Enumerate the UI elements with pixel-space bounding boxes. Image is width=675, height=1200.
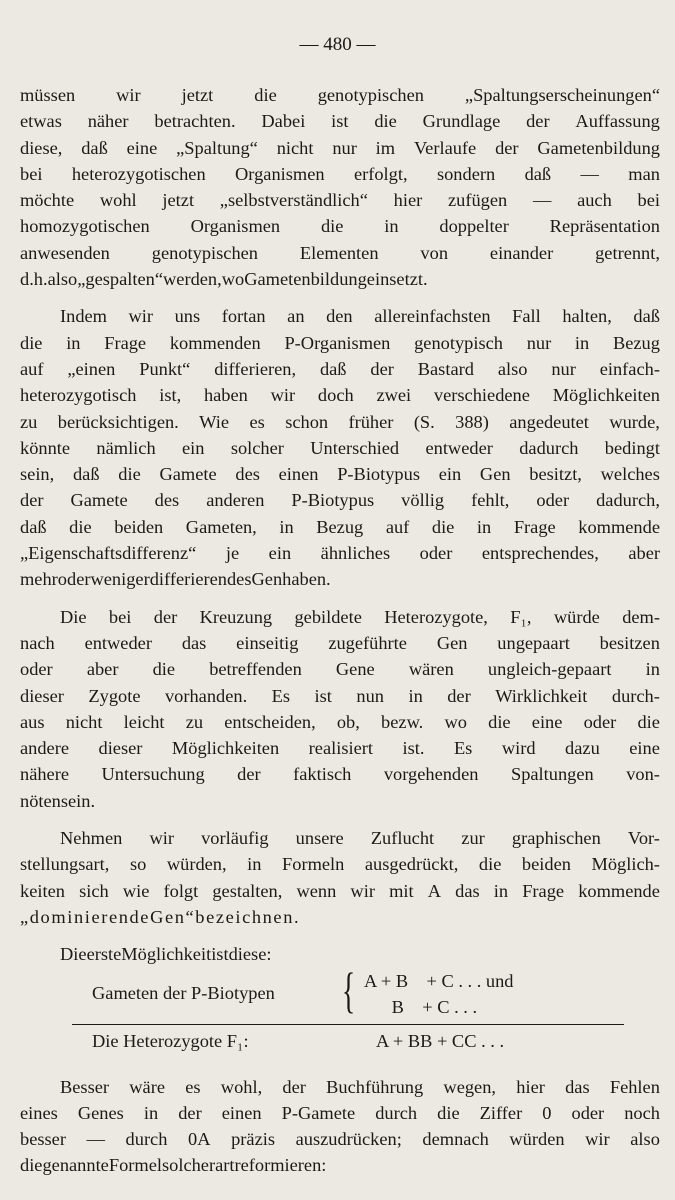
- text-line: mehr oder weniger differierendes Gen haben.: [20, 569, 331, 590]
- text-line: müssen wir jetzt die genotypischen „Spaltungserscheinungen“: [20, 85, 660, 105]
- text-line: stellungsart, so würden, in Formeln ausgedrückt, die beiden Möglich-: [20, 854, 660, 875]
- paragraph-4: [20, 825, 660, 930]
- body-text: [20, 82, 660, 1179]
- text-line: diese, daß eine „Spaltung“ nicht nur im Verlaufe der Gametenbildung: [20, 137, 660, 158]
- heterozygote-formula: A + BB + CC . . .: [376, 1030, 505, 1051]
- formula-row-2: B + C . . .: [364, 996, 478, 1017]
- text-line: nöten sein.: [20, 790, 96, 811]
- paragraph-2: [20, 303, 660, 592]
- text-line: Nehmen wir vorläufig unsere Zuflucht zur graphischen Vor-: [60, 828, 660, 849]
- formula-block: [20, 961, 660, 1074]
- text-line: möchte wohl jetzt „selbstverständlich“ hier zufügen — auch bei: [20, 190, 660, 211]
- text-line: Die bei der Kreuzung gebildete Heterozygote, F₁, würde dem-: [60, 606, 660, 627]
- text-line: eines Genes in der einen P-Gamete durch die Ziffer 0 oder noch: [20, 1102, 660, 1123]
- text-line: die in Frage kommenden P-Organismen genotypisch nur in Bezug: [20, 332, 660, 353]
- text-line: könnte nämlich ein solcher Unterschied entweder dadurch bedingt: [20, 437, 660, 458]
- text-line: daß die beiden Gameten, in Bezug auf die in Frage kommende: [20, 516, 660, 537]
- text-line: Die erste Möglichkeit ist diese:: [60, 944, 272, 965]
- text-line: andere dieser Möglichkeiten realisiert ist. Es wird dazu eine: [20, 738, 660, 759]
- text-line: zu berücksichtigen. Wie es schon früher (S. 388) angedeutet wurde,: [20, 411, 660, 432]
- text-line: die genannte Formel solcherart reformieren:: [20, 1155, 327, 1176]
- text-line: anwesenden genotypischen Elementen von einander getrennt,: [20, 242, 660, 263]
- text-line: „Eigenschaftsdifferenz“ je ein ähnliches oder entsprechendes, aber: [20, 543, 660, 564]
- text-line: auf „einen Punkt“ differieren, daß der Bastard also nur einfach-: [20, 358, 660, 379]
- text-line: dieser Zygote vorhanden. Es ist nun in der Wirklichkeit durch-: [20, 685, 660, 706]
- text-line: heterozygotisch ist, haben wir doch zwei verschiedene Möglichkeiten: [20, 385, 660, 406]
- text-line: der Gamete des anderen P-Biotypus völlig fehlt, oder dadurch,: [20, 490, 660, 511]
- text-line: sein, daß die Gamete des einen P-Biotypus ein Gen besitzt, welches: [20, 464, 660, 485]
- text-line: aus nicht leicht zu entscheiden, ob, bezw. wo die eine oder die: [20, 711, 660, 732]
- formula-rule: [72, 1024, 624, 1025]
- page-number: — 480 —: [299, 34, 376, 55]
- text-line: nach entweder das einseitig zugeführte Gen ungepaart besitzen: [20, 632, 660, 653]
- text-line: keiten sich wie folgt gestalten, wenn wir mit A das in Frage kommende: [20, 880, 660, 901]
- paragraph-3: [20, 604, 660, 814]
- formula-row-1: A + B + C . . . und: [364, 970, 514, 991]
- heterozygote-label: Die Heterozygote F₁:: [92, 1030, 249, 1051]
- text-line: „dominierende Gen“ bezeichnen.: [20, 906, 301, 927]
- text-line: bei heterozygotischen Organismen erfolgt, sondern daß — man: [20, 163, 660, 184]
- text-line: besser — durch 0A präzis auszudrücken; demnach würden wir also: [20, 1129, 660, 1150]
- paragraph-5: [20, 941, 660, 967]
- text-line: Indem wir uns fortan an den allereinfachsten Fall halten, daß: [60, 306, 660, 327]
- text-line: nähere Untersuchung der faktisch vorgehenden Spaltungen von-: [20, 764, 660, 785]
- text-line: Besser wäre es wohl, der Buchführung wegen, hier das Fehlen: [60, 1076, 660, 1097]
- text-line: homozygotischen Organismen die in doppelter Repräsentation: [20, 216, 660, 237]
- paragraph-6: [20, 1074, 660, 1179]
- brace-symbol: {: [342, 961, 356, 1018]
- paragraph-1: [20, 82, 660, 292]
- text-line: etwas näher betrachten. Dabei ist die Grundlage der Auffassung: [20, 111, 660, 132]
- text-line: oder aber die betreffenden Gene wären ungleich-gepaart in: [20, 659, 660, 680]
- gametes-label: Gameten der P-Biotypen: [92, 982, 275, 1003]
- text-line: d. h. also „gespalten“ werden, wo Gametenbildung einsetzt.: [20, 269, 428, 290]
